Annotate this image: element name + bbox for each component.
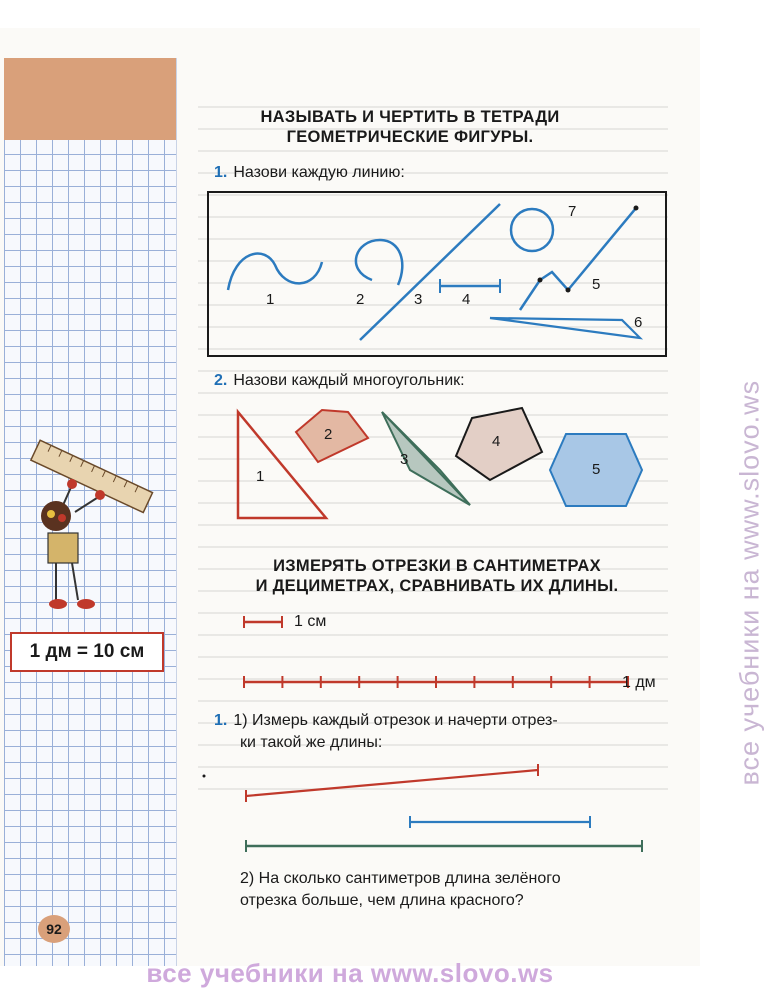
section1-heading-line1: НАЗЫВАТЬ И ЧЕРТИТЬ В ТЕТРАДИ bbox=[260, 108, 560, 126]
watermark-bottom: все учебники на www.slovo.ws bbox=[146, 958, 554, 988]
section2-heading-line1: ИЗМЕРЯТЬ ОТРЕЗКИ В САНТИМЕТРАХ bbox=[273, 557, 601, 575]
task3-number: 1. bbox=[214, 712, 228, 729]
task1-text: Назови каждую линию: bbox=[233, 164, 405, 181]
page-number: 92 bbox=[38, 915, 70, 943]
task2-number: 2. bbox=[214, 372, 228, 389]
watermark-vertical: все учебники на www.slovo.ws bbox=[734, 379, 765, 786]
task1-number: 1. bbox=[214, 164, 228, 181]
stray-dot bbox=[203, 775, 206, 778]
dm-cm-conversion-box: 1 дм = 10 см bbox=[10, 632, 164, 672]
task2-text: Назови каждый многоугольник: bbox=[233, 372, 465, 389]
task3-question1 bbox=[214, 710, 558, 732]
task3-q2-line2: отрезка больше, чем длина красного? bbox=[240, 892, 524, 909]
line-label-1: 1 bbox=[266, 291, 275, 308]
section1-heading-line2: ГЕОМЕТРИЧЕСКИЕ ФИГУРЫ. bbox=[286, 128, 534, 146]
dm-label: 1 дм bbox=[622, 674, 656, 691]
line-label-4: 4 bbox=[462, 291, 471, 308]
line-label-2: 2 bbox=[356, 291, 365, 308]
line-label-5: 5 bbox=[592, 276, 601, 293]
section2-heading-line2: И ДЕЦИМЕТРАХ, СРАВНИВАТЬ ИХ ДЛИНЫ. bbox=[255, 577, 619, 595]
task3-q1-line1: 1) Измерь каждый отрезок и начерти отрез- bbox=[233, 712, 558, 729]
polygon-label-2: 2 bbox=[324, 426, 333, 443]
line-label-6: 6 bbox=[634, 314, 643, 331]
polygon-label-3: 3 bbox=[400, 451, 409, 468]
line-label-7: 7 bbox=[568, 203, 577, 220]
red-segment bbox=[246, 770, 538, 796]
polygon-label-1: 1 bbox=[256, 468, 265, 485]
cm-label: 1 см bbox=[294, 613, 327, 630]
line-label-3: 3 bbox=[414, 291, 423, 308]
task3-q1-line2: ки такой же длины: bbox=[240, 734, 383, 751]
polygon-label-4: 4 bbox=[492, 433, 501, 450]
polygon-label-5: 5 bbox=[592, 461, 601, 478]
task3-q2-line1: 2) На сколько сантиметров длина зелёного bbox=[240, 870, 561, 887]
